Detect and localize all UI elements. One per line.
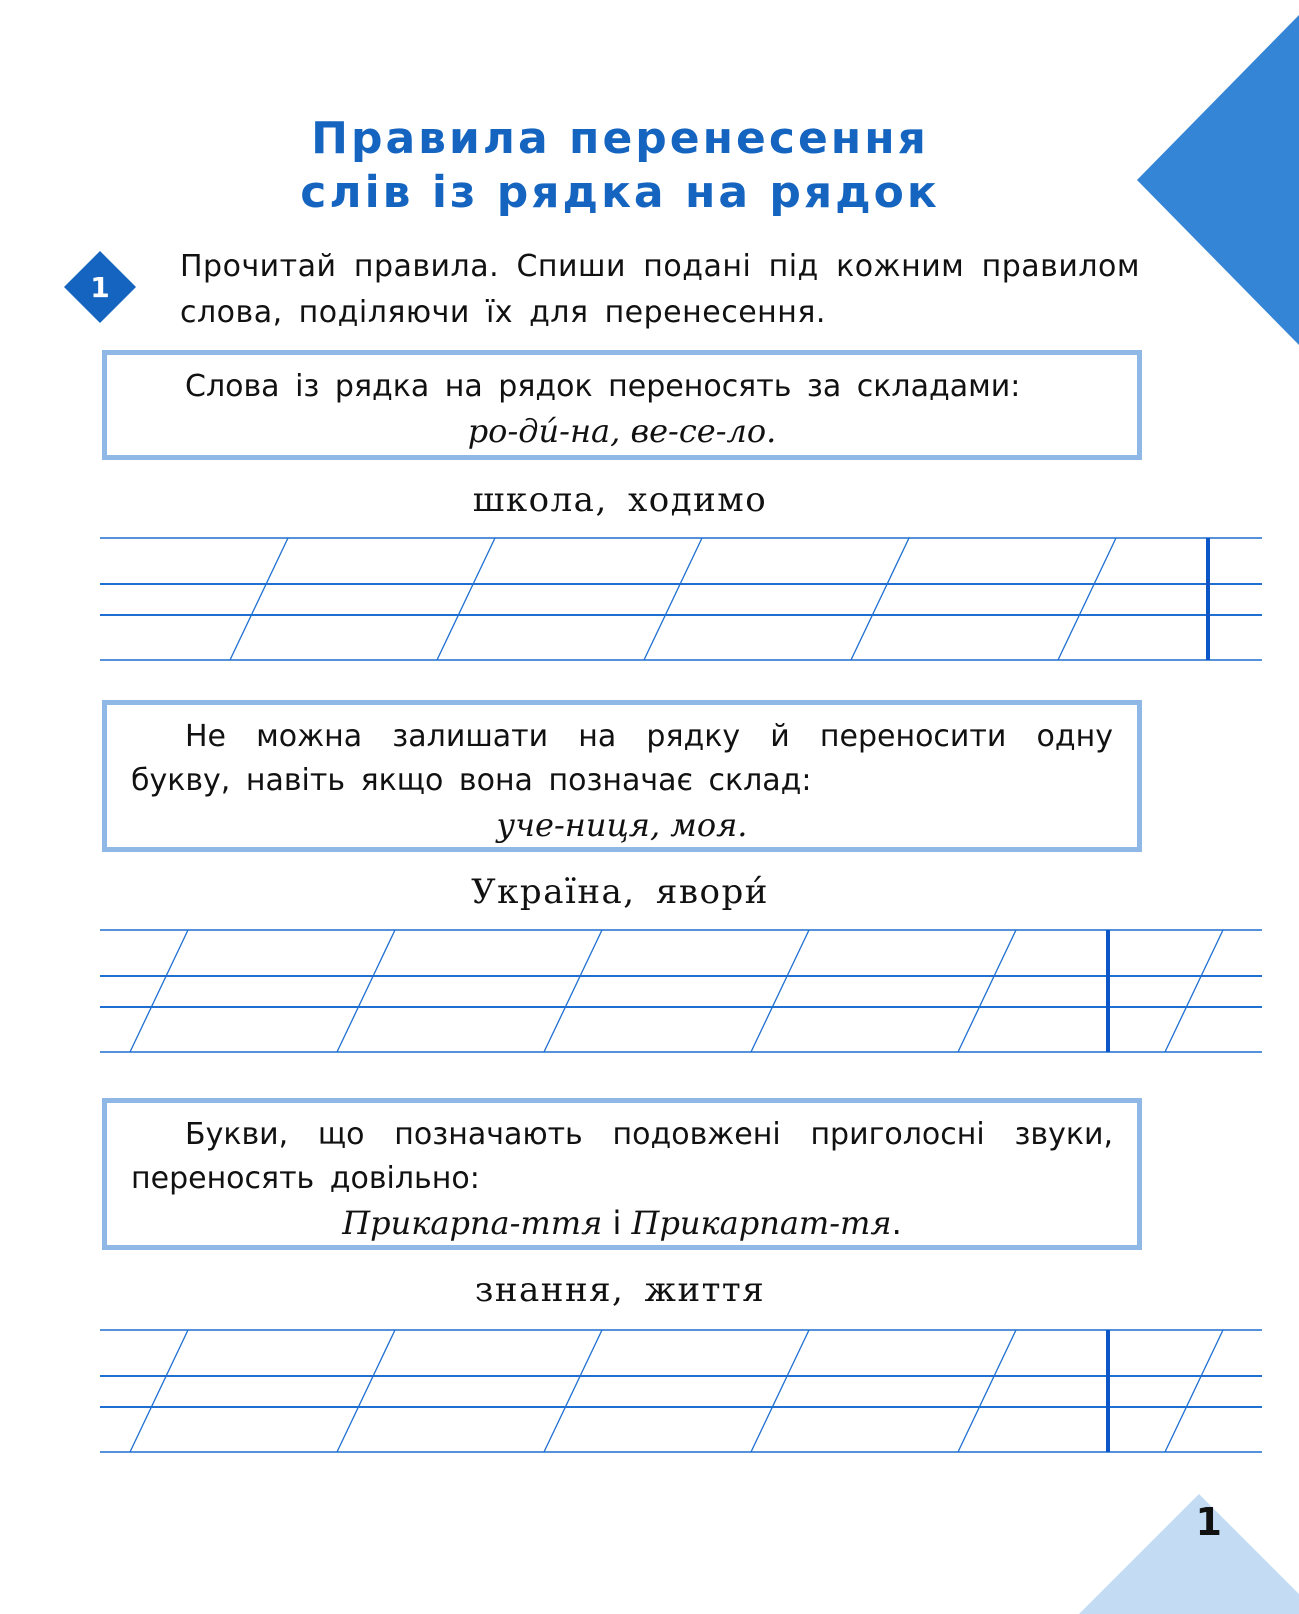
rule-box-1 (102, 350, 1142, 460)
corner-triangle-bottom (1019, 1474, 1299, 1614)
writing-lines-1 (0, 536, 1299, 666)
page-title-line-2: слів із рядка на рядок (300, 167, 940, 218)
words-1: школа, ходимо (472, 480, 768, 520)
rule-1-example: ро-ди́-на, ве-се-ло. (467, 412, 777, 450)
slant-line (1165, 930, 1223, 1052)
task-number: 1 (90, 271, 110, 304)
words-3: знання, життя (474, 1270, 766, 1310)
slant-line (337, 1330, 395, 1452)
rule-1-text: Слова із рядка на рядок переносять за складами: (185, 369, 1021, 404)
slant-line (1058, 538, 1116, 660)
slant-line (958, 1330, 1016, 1452)
slant-line (851, 538, 909, 660)
rule-3-example-a: Прикарпа-ття (342, 1204, 603, 1242)
words-2: Україна, явори́ (471, 872, 769, 912)
rule-3-example (131, 1201, 1113, 1245)
page-title-line-1: Правила перенесення (311, 113, 929, 164)
rule-3-example-b: Прикарпат-тя (631, 1204, 892, 1242)
page-title (0, 112, 1240, 220)
writing-lines-3 (0, 1328, 1299, 1458)
slant-line (644, 538, 702, 660)
rule-2-example: уче-ниця, моя. (496, 806, 748, 844)
rule-box-2 (102, 700, 1142, 852)
slant-line (544, 930, 602, 1052)
slant-line (544, 1330, 602, 1452)
slant-line (958, 930, 1016, 1052)
slant-line (751, 1330, 809, 1452)
task-instruction: Прочитай правила. Спиши подані під кожним правилом слова, поділяючи їх для перенесення. (180, 249, 1140, 330)
task-number-badge (62, 249, 138, 325)
slant-line (130, 1330, 188, 1452)
slant-line (337, 930, 395, 1052)
rule-3-example-conn: і (612, 1204, 622, 1242)
slant-line (130, 930, 188, 1052)
slant-line (1165, 1330, 1223, 1452)
rule-3-text: Букви, що позначають подовжені приголосні звуки, переносять довільно: (131, 1117, 1113, 1196)
rule-2-text: Не можна залишати на рядку й переносити одну букву, навіть якщо вона позначає склад: (131, 719, 1113, 798)
rule-3-example-end: . (891, 1204, 902, 1242)
slant-line (230, 538, 288, 660)
writing-lines-2 (0, 928, 1299, 1058)
page-number: 1 (1195, 1500, 1222, 1544)
slant-line (751, 930, 809, 1052)
rule-box-3 (102, 1098, 1142, 1250)
slant-line (437, 538, 495, 660)
